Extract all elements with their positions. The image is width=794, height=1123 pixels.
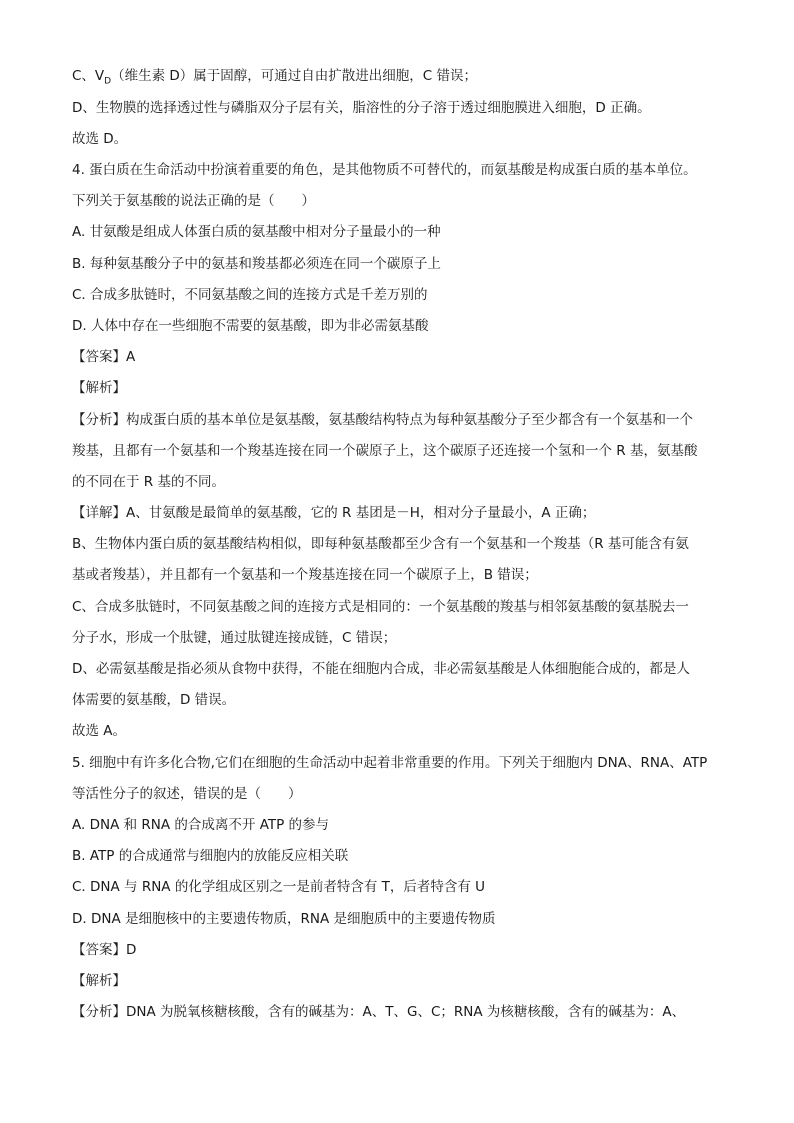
q4-analysis-line: 体需要的氨基酸，D 错误。 (72, 692, 236, 708)
q4-analysis-line: 【详解】A、甘氨酸是最简单的氨基酸，它的 R 基团是－H，相对分子量最小，A 正确； (72, 505, 596, 521)
q4-stem-line-2: 下列关于氨基酸的说法正确的是（ ） (72, 193, 315, 209)
q4-option-b: B. 每种氨基酸分子中的氨基和羧基都必须连在同一个碳原子上 (72, 256, 441, 272)
q4-option-d: D. 人体中存在一些细胞不需要的氨基酸，即为非必需氨基酸 (72, 318, 429, 334)
text: （维生素 D）属于固醇，可通过自由扩散进出细胞，C 错误； (111, 68, 478, 84)
q4-analysis-line: C、合成多肽链时，不同氨基酸之间的连接方式是相同的：一个氨基酸的羧基与相邻氨基酸的氨基脱去一 (72, 599, 689, 615)
q5-option-c: C. DNA 与 RNA 的化学组成区别之一是前者特含有 T，后者特含有 U (72, 879, 486, 895)
q4-analysis-line: D、必需氨基酸是指必须从食物中获得，不能在细胞内合成，非必需氨基酸是人体细胞能合成的，都是人 (72, 661, 690, 677)
text: C、V (72, 68, 105, 84)
q5-answer: 【答案】D (72, 942, 137, 958)
q4-analysis-line: 【分析】构成蛋白质的基本单位是氨基酸，氨基酸结构特点为每种氨基酸分子至少都含有一个氨基和一个 (72, 412, 693, 428)
q4-option-a: A. 甘氨酸是组成人体蛋白质的氨基酸中相对分子量最小的一种 (72, 224, 441, 240)
q3-option-c-analysis (72, 66, 732, 86)
q4-analysis-line: 分子水，形成一个肽键，通过肽键连接成链，C 错误； (72, 630, 397, 646)
q4-analysis-line: 羧基，且都有一个氨基和一个羧基连接在同一个碳原子上，这个碳原子还连接一个氢和一个 R 基，氨基酸 (72, 443, 698, 459)
q4-analysis-line: 基或者羧基），并且都有一个氨基和一个羧基连接在同一个碳原子上，B 错误； (72, 567, 538, 583)
q4-answer: 【答案】A (72, 349, 136, 365)
q4-option-c: C. 合成多肽链时，不同氨基酸之间的连接方式是千差万别的 (72, 287, 428, 303)
q4-analysis-line: B、生物体内蛋白质的氨基酸结构相似，即每种氨基酸都至少含有一个氨基和一个羧基（R 基可能含有氨 (72, 536, 689, 552)
q5-option-a: A. DNA 和 RNA 的合成离不开 ATP 的参与 (72, 817, 330, 833)
q5-analysis-line: 【分析】DNA 为脱氧核糖核酸，含有的碱基为：A、T、G、C；RNA 为核糖核酸，含有的碱基为：A、 (72, 1004, 686, 1020)
subscript: D (104, 76, 112, 86)
q4-stem-line-1: 4. 蛋白质在生命活动中扮演着重要的角色，是其他物质不可替代的，而氨基酸是构成蛋白质的基本单位。 (72, 162, 697, 178)
q5-analysis-header: 【解析】 (72, 973, 126, 989)
q5-option-d: D. DNA 是细胞核中的主要遗传物质，RNA 是细胞质中的主要遗传物质 (72, 911, 496, 927)
q5-stem-line-1: 5. 细胞中有许多化合物,它们在细胞的生命活动中起着非常重要的作用。下列关于细胞内 DNA、RNA、ATP (72, 755, 708, 771)
q4-analysis-line: 的不同在于 R 基的不同。 (72, 474, 225, 490)
q3-conclusion: 故选 D。 (72, 131, 128, 147)
q4-conclusion: 故选 A。 (72, 723, 127, 739)
q3-option-d-analysis: D、生物膜的选择透过性与磷脂双分子层有关，脂溶性的分子溶于透过细胞膜进入细胞，D 正确。 (72, 100, 651, 116)
q5-stem-line-2: 等活性分子的叙述，错误的是（ ） (72, 786, 302, 802)
q4-analysis-header: 【解析】 (72, 380, 126, 396)
q5-option-b: B. ATP 的合成通常与细胞内的放能反应相关联 (72, 848, 349, 864)
